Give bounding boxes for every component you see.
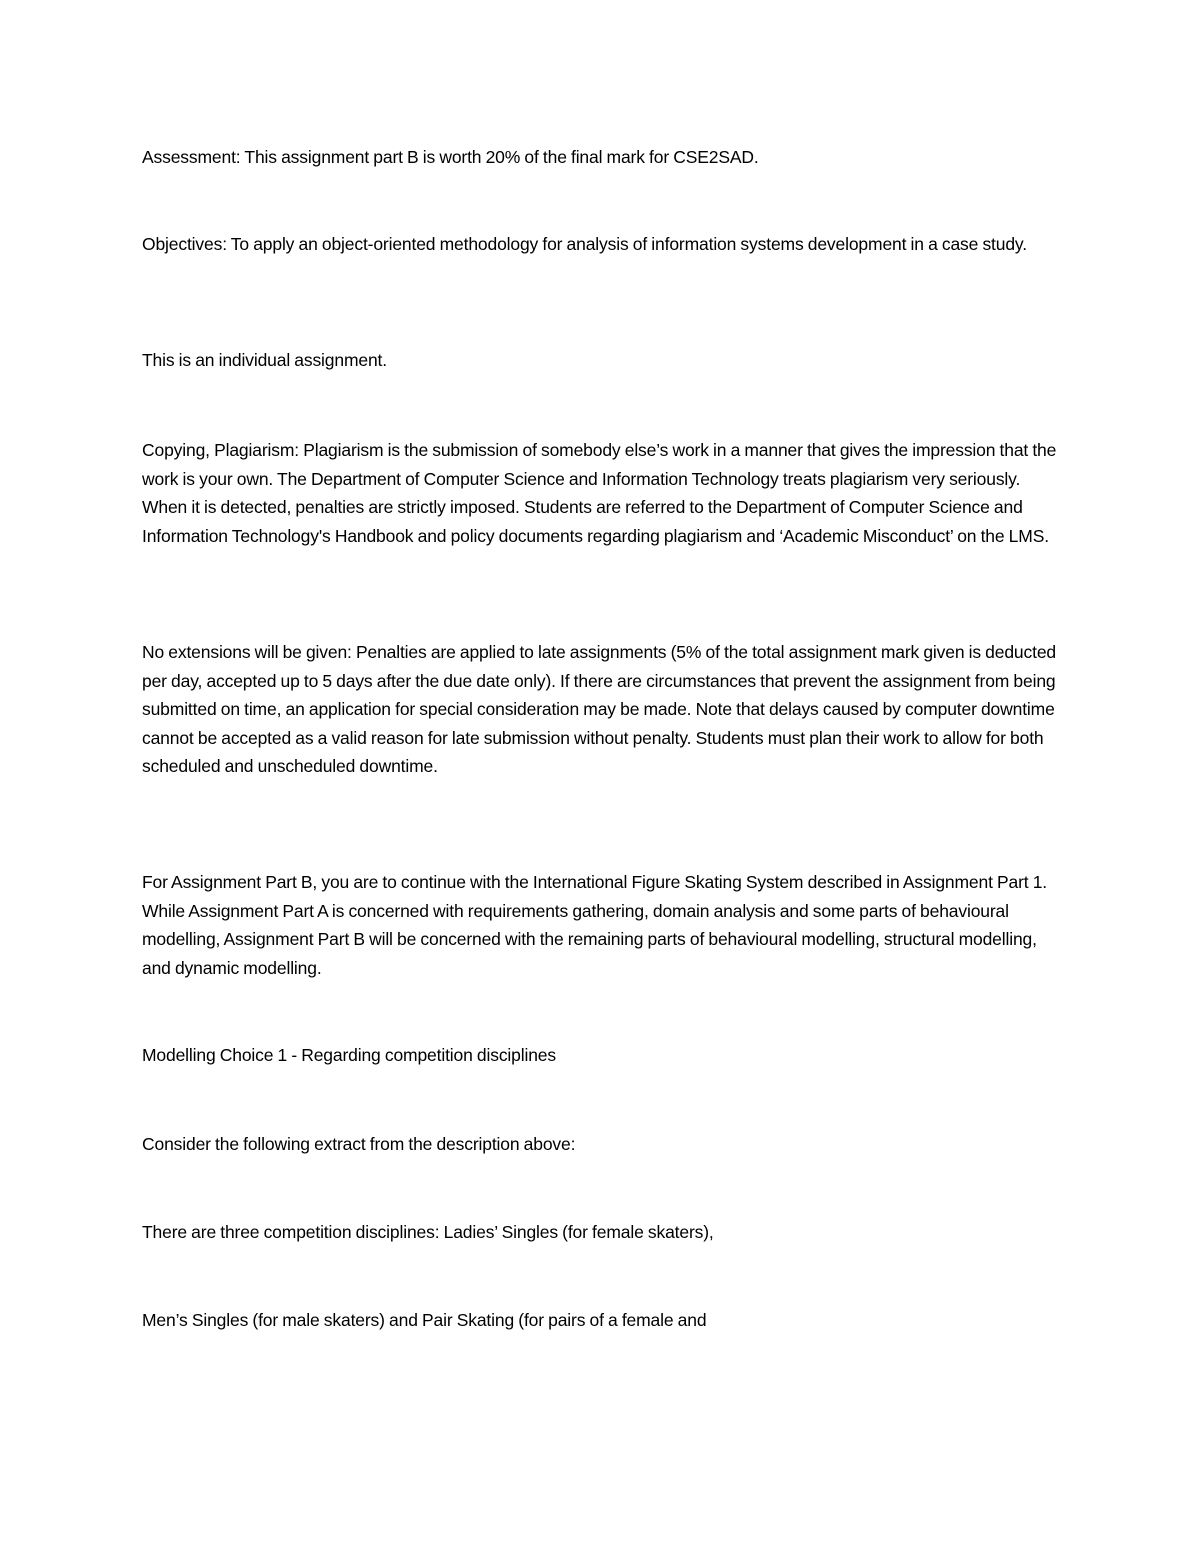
extensions-paragraph: No extensions will be given: Penalties are applied to late assignments (5% of the total assignment mark given is deducted per day, accepted up to 5 days after the due date only). If there are circumstances that prevent the assignment from being submitted on time, an application for special consideration may be made. Note that delays caused by computer downtime cannot be accepted as a valid reason for late submission without penalty. Students must plan their work to allow for both scheduled and unscheduled downtime.	[142, 642, 1056, 776]
plagiarism-paragraph: Copying, Plagiarism: Plagiarism is the submission of somebody else’s work in a manner that gives the impression that the work is your own. The Department of Computer Science and Information Technology treats plagiarism very seriously. When it is detected, penalties are strictly imposed. Students are referred to the Department of Computer Science and Information Technology's Handbook and policy documents regarding plagiarism and ‘Academic Misconduct’ on the LMS.	[142, 440, 1057, 546]
extract-intro-paragraph: Consider the following extract from the description above:	[142, 1134, 576, 1154]
extract-line-2: Men’s Singles (for male skaters) and Pair Skating (for pairs of a female and	[142, 1310, 707, 1330]
modelling-choice-heading: Modelling Choice 1 - Regarding competition disciplines	[142, 1045, 556, 1065]
objectives-paragraph: Objectives: To apply an object-oriented methodology for analysis of information systems development in a case study.	[142, 234, 1027, 254]
part-b-description-paragraph: For Assignment Part B, you are to continue with the International Figure Skating System described in Assignment Part 1. While Assignment Part A is concerned with requirements gathering, domain analysis and some parts of behavioural modelling, Assignment Part B will be concerned with the remaining parts of behavioural modelling, structural modelling, and dynamic modelling.	[142, 872, 1048, 978]
assessment-paragraph: Assessment: This assignment part B is worth 20% of the final mark for CSE2SAD.	[142, 147, 759, 167]
individual-assignment-paragraph: This is an individual assignment.	[142, 350, 387, 370]
extract-line-1: There are three competition disciplines: Ladies’ Singles (for female skaters),	[142, 1222, 714, 1242]
